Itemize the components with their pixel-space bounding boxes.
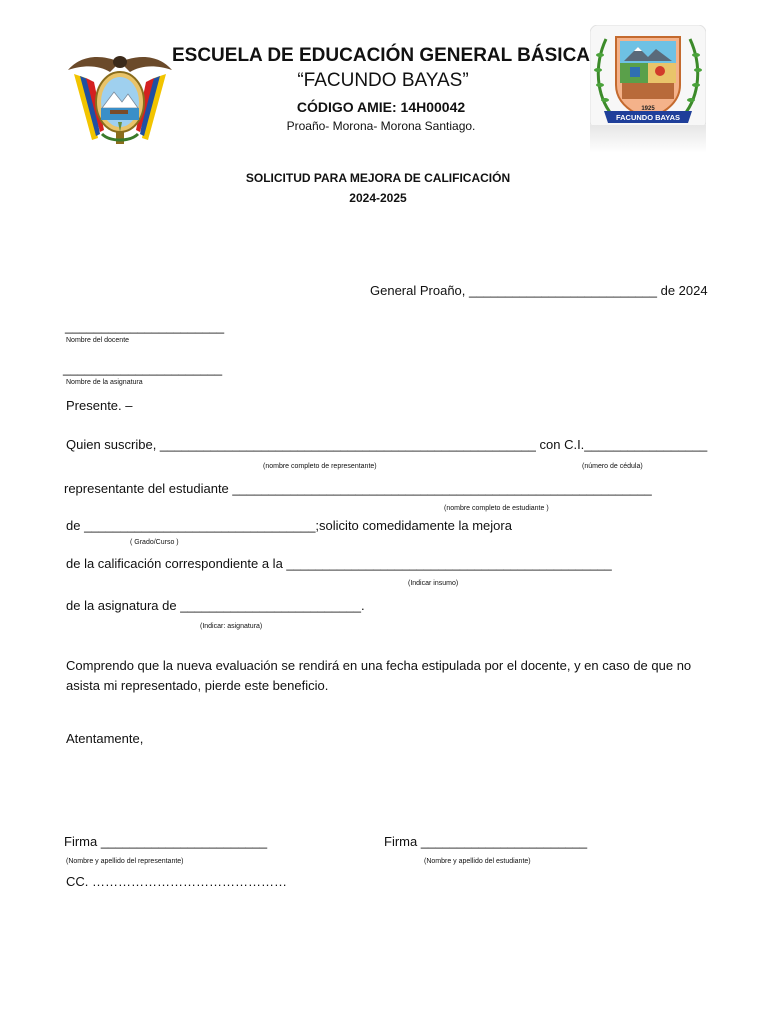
student-line: representante del estudiante __________________________________________________________ (64, 481, 652, 496)
school-quoted-name: “FACUNDO BAYAS” (297, 70, 469, 91)
school-name: ESCUELA DE EDUCACIÓN GENERAL BÁSICA (171, 45, 591, 66)
cc-line: CC. ……………………………………… (66, 874, 287, 889)
grade-line: de ________________________________;solicito comedidamente la mejora (66, 518, 512, 533)
document-year: 2024-2025 (349, 191, 407, 205)
representative-caption: (nombre completo de representante) (263, 463, 377, 470)
school-location: Proaño- Morona- Morona Santiago. (286, 119, 476, 133)
id-caption: (número de cédula) (582, 463, 643, 470)
crest-banner-text: FACUNDO BAYAS (615, 113, 681, 122)
grade-input-line: de la calificación correspondiente a la _____________________________________________ (66, 556, 612, 571)
signature-left-caption: (Nombre y apellido del representante) (66, 858, 184, 865)
school-shield-emblem-icon (590, 25, 706, 153)
subject-request-line: de la asignatura de _________________________. (66, 598, 365, 613)
subscriber-line: Quien suscribe, ____________________________________________________ con C.I._________________ (66, 437, 708, 452)
grade-caption: ( Grado/Curso ) (130, 539, 179, 546)
closing: Atentamente, (66, 731, 144, 746)
crest-year-text: 1925 (641, 106, 655, 112)
document-title: SOLICITUD PARA MEJORA DE CALIFICACIÓN (245, 171, 511, 185)
subject-caption: Nombre de la asignatura (66, 379, 143, 386)
input-caption: (Indicar insumo) (408, 580, 459, 587)
subject-request-caption: (Indicar: asignatura) (200, 623, 263, 630)
greeting: Presente. – (66, 398, 133, 413)
signature-right-caption: (Nombre y apellido del estudiante) (424, 858, 531, 865)
paragraph-line-2: asista mi representado, pierde este beneficio. (66, 678, 329, 693)
student-caption: (nombre completo de estudiante ) (444, 505, 549, 512)
ecuador-coat-of-arms-icon (66, 48, 174, 150)
teacher-name-line: ______________________ (65, 319, 225, 334)
place-date-line: General Proaño, __________________________ de 2024 (370, 283, 708, 298)
signature-left: Firma _______________________ (64, 834, 268, 849)
signature-right: Firma _______________________ (384, 834, 588, 849)
teacher-caption: Nombre del docente (66, 337, 130, 344)
paragraph-line-1: Comprendo que la nueva evaluación se rendirá en una fecha estipulada por el docente, y en caso de que no (66, 658, 692, 673)
subject-name-line: ______________________ (63, 361, 223, 376)
amie-code: CÓDIGO AMIE: 14H00042 (296, 99, 466, 115)
